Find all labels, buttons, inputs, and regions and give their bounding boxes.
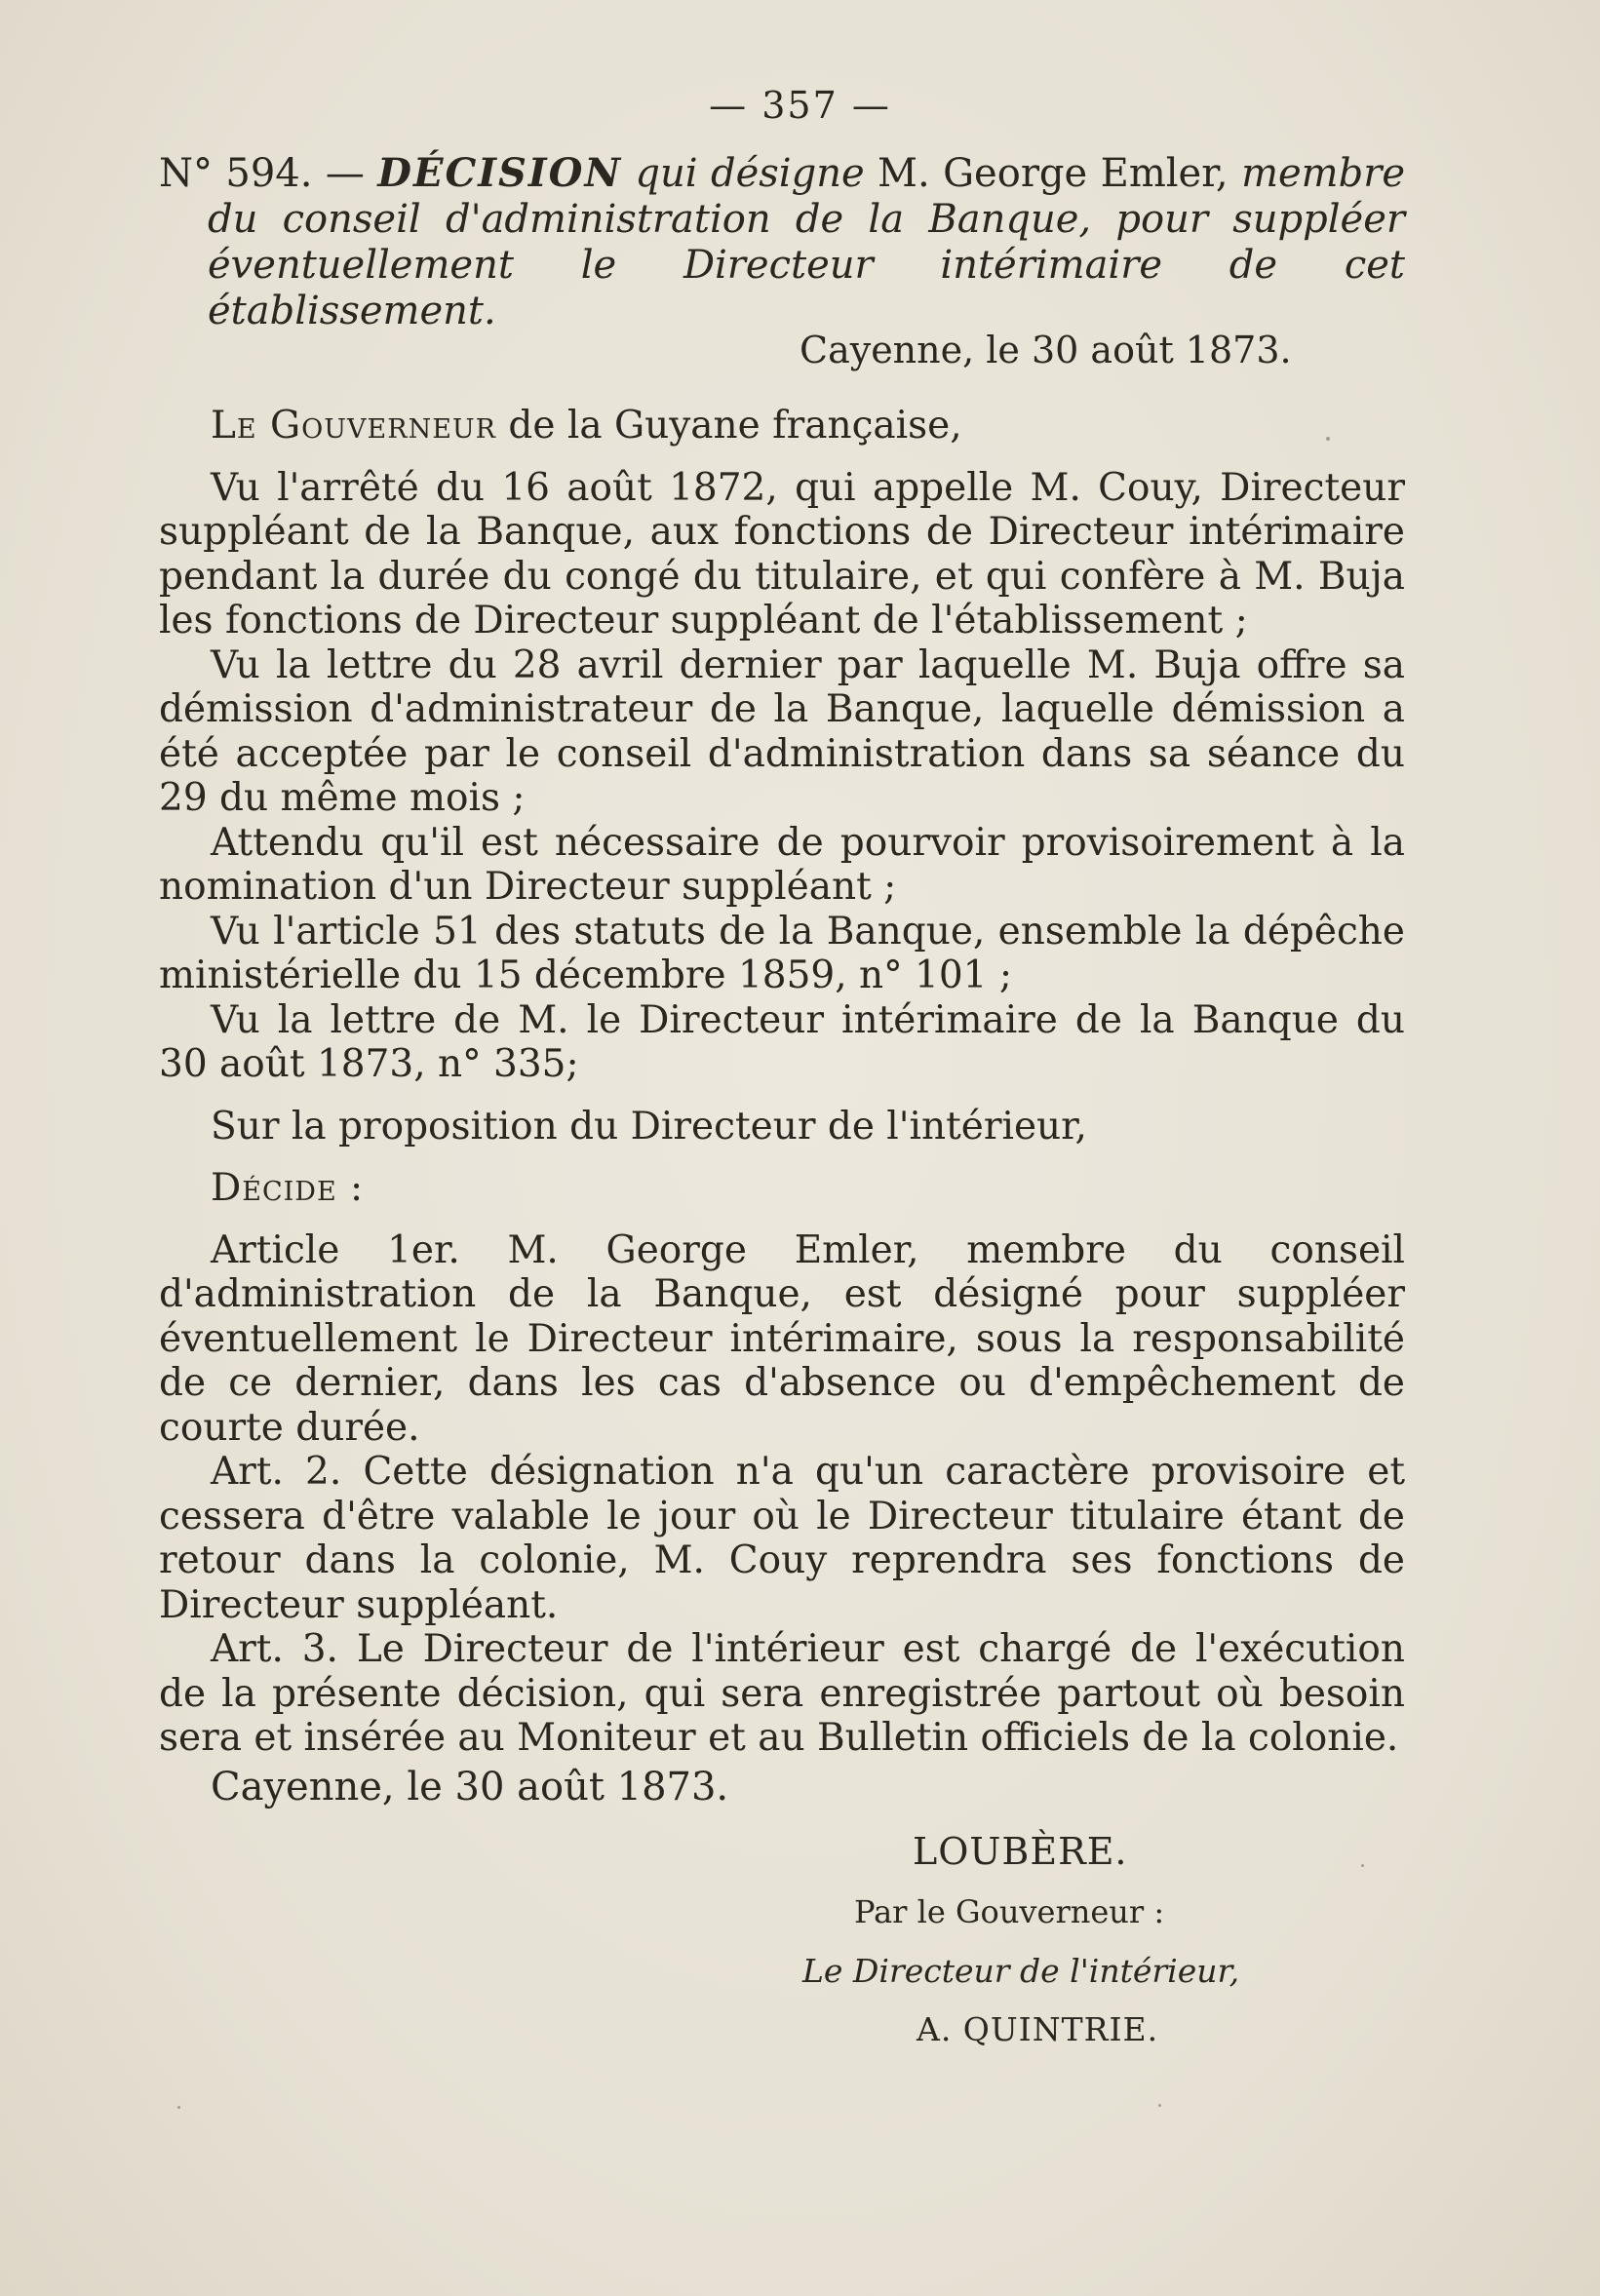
signature-role: Le Directeur de l'intérieur, (802, 1952, 1240, 1990)
page-number: — 357 — (709, 84, 891, 127)
decision-body (159, 404, 1405, 1761)
decision-heading (159, 150, 1405, 334)
signature-person: A. QUINTRIE. (917, 2010, 1159, 2048)
signature-by: Par le Gouverneur : (854, 1893, 1165, 1930)
paragraph-proposition: Sur la proposition du Directeur de l'intérieur, (211, 1104, 1087, 1148)
signature-name: LOUBÈRE. (913, 1830, 1128, 1873)
article-3: Art. 3. Le Directeur de l'intérieur est chargé de l'exécution de la présente décision, qui sera enregistrée partout où besoin sera et insérée au Moniteur et au Bulletin officiels de la colonie. (159, 1627, 1405, 1760)
paragraph-decide: Décide : (211, 1166, 365, 1210)
article-2: Art. 2. Cette désignation n'a qu'un caractère provisoire et cessera d'être valable le jour où le Directeur titulaire étant de retour dans la colonie, M. Couy reprendra ses fonctions de Directeur suppléant. (159, 1450, 1405, 1627)
heading-name: M. George Emler, (878, 151, 1229, 196)
paragraph-governor (159, 404, 1405, 448)
paragraph-arrete: Vu l'arrêté du 16 août 1872, qui appelle M. Couy, Directeur suppléant de la Banque, aux fonctions de Directeur intérimaire pendant la durée du congé du titulaire, et qui confère à M. Buja les fonctions de Directeur suppléant de l'établissement ; (159, 465, 1405, 642)
paper-speck (1326, 437, 1330, 441)
decision-number: N° 594. — (159, 151, 365, 196)
paper-speck (1361, 1864, 1364, 1867)
heading-text-a: qui désigne (635, 151, 865, 196)
governor-title: Le Gouverneur (211, 404, 497, 448)
paper-speck (177, 2106, 180, 2109)
closing-date: Cayenne, le 30 août 1873. (211, 1765, 729, 1810)
paragraph-article: Vu l'article 51 des statuts de la Banque, ensemble la dépêche ministérielle du 15 décembre 1859, n° 101 ; (159, 909, 1405, 997)
article-1: Article 1er. M. George Emler, membre du conseil d'administration de la Banque, est désigné pour suppléer éventuellement le Directeur intérimaire, sous la responsabilité de ce dernier, dans les cas d'absence ou d'empêchement de courte durée. (159, 1227, 1405, 1450)
paragraph-lettre: Vu la lettre du 28 avril dernier par laquelle M. Buja offre sa démission d'administrateur de la Banque, laquelle démission a été acceptée par le conseil d'administration dans sa séance du 29 du même mois ; (159, 642, 1405, 820)
dateline: Cayenne, le 30 août 1873. (800, 329, 1292, 371)
governor-rest: de la Guyane française, (508, 404, 962, 448)
heading-text-b: membre du conseil d'administration de la Banque, pour suppléer éventuellement le Directeur intérimaire de cet établissement. (208, 151, 1405, 333)
paragraph-attendu: Attendu qu'il est nécessaire de pourvoir provisoirement à la nomination d'un Directeur suppléant ; (159, 820, 1405, 909)
paragraph-lettre-directeur: Vu la lettre de M. le Directeur intérimaire de la Banque du 30 août 1873, n° 335; (159, 997, 1405, 1086)
paper-speck (1158, 2104, 1161, 2107)
decision-keyword: DÉCISION (377, 150, 623, 196)
